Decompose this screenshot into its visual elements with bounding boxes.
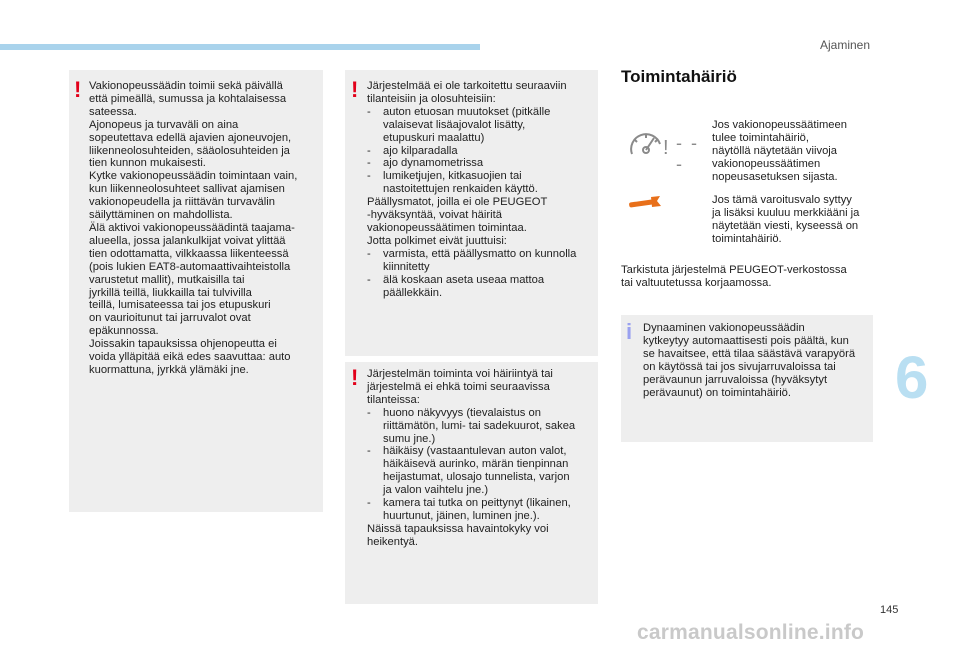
text-line: vakionopeussäätimen [712,157,821,170]
text-line: huurtunut, jäinen, luminen jne.). [383,509,540,522]
watermark: carmanualsonline.info [637,621,865,644]
chapter-number: 6 [895,344,929,411]
text-line: tien kunnon mukaisesti. [89,157,206,170]
warning-box-mid-top [345,70,598,356]
cruise-control-fault-icon [627,128,707,174]
text-line: voida ylläpitää eikä edes saavuttaa: auto [89,351,291,364]
warning-box-left [69,70,323,512]
text-line: on vaurioitunut tai jarruvalot ovat [89,312,251,325]
list-item: - ajo kilparadalla [367,145,597,158]
text-line: heikentyä. [367,535,418,548]
text-line: vakionopeudella ja riittävän turvavälin [89,196,275,209]
text-line: toimintahäiriö. [712,232,782,245]
list-item: - ajo dynamometrissa [367,157,597,170]
text-line: säilyttäminen on mahdollista. [89,209,233,222]
text-line: tulee toimintahäiriö, [712,131,810,144]
text-line: Kytke vakionopeussäädin toimintaan vain, [89,170,298,183]
text-line: Jos tämä varoitusvalo syttyy [712,194,852,206]
svg-text:!: ! [663,137,669,159]
text-line: häikäisevä aurinko, märän tienpinnan [383,458,569,471]
list-item: - älä koskaan aseta useaa mattoa [367,274,597,287]
malfunction-item-2-text [712,194,872,246]
text-line: epäkunnossa. [89,325,159,338]
text-line: Jos vakionopeussäätimeen [712,119,847,131]
text-line: etupuskuri maalattu) [383,131,485,144]
text-line: -hyväksyntää, voivat häiritä [367,209,502,222]
text-line: tilanteisiin ja olosuhteisiin: [367,92,496,105]
text-line: alueella, jossa jalankulkijat voivat ylittää [89,234,286,247]
text-line: jyrkillä teillä, liukkailla tai tulvivilla [89,286,252,299]
list-item: - auton etuosan muutokset (pitkälle [367,106,597,119]
text-line: Järjestelmän toiminta voi häiriintyä tai [367,368,553,380]
warning-text-mid-bottom [367,368,597,549]
warning-exclamation-icon: ! [351,77,359,102]
text-line: kuormattuna, jyrkkä ylämäki jne. [89,363,249,376]
warning-exclamation-icon: ! [74,77,82,102]
header-accent-bar [0,44,480,50]
list-item: - häikäisy (vastaantulevan auton valot, [367,445,597,458]
warning-text-left [89,80,321,377]
section-title: Ajaminen [820,38,871,52]
text-line: Järjestelmää ei ole tarkoitettu seuraaviin [367,80,567,92]
text-line: varustetut mallit), mutkaisilla tai [89,273,245,286]
dashes-placeholder: - - - [676,133,699,174]
wrench-icon [627,193,663,213]
text-line: ja lisäksi kuuluu merkkiääni ja [712,206,860,219]
text-line: Ajonopeus ja turvaväli on aina [89,118,239,131]
text-line: Älä aktivoi vakionopeussäädintä taajama- [89,221,295,234]
text-line: päällekkäin. [383,286,443,299]
text-line: liikenneolosuhteiden, sääolosuhteiden ja [89,144,290,157]
warning-exclamation-icon: ! [351,365,359,390]
info-text [643,322,871,399]
list-item: - varmista, että päällysmatto on kunnolla [367,248,597,261]
text-line: sumu jne.) [383,432,436,445]
list-item: - huono näkyvyys (tievalaistus on [367,407,597,420]
text-line: riittämätön, lumi- tai sadekuurot, sakea [383,419,576,432]
text-line: perävaunut) on toimintahäiriö. [643,386,792,399]
text-line: järjestelmä ei ehkä toimi seuraavissa [367,380,550,393]
text-line: nastoitettujen renkaiden käyttö. [383,183,538,196]
page-number: 145 [880,604,899,616]
info-box [621,315,873,442]
text-line: Näissä tapauksissa havaintokyky voi [367,522,549,535]
text-line: näytetään viesti, kyseessä on [712,219,859,232]
info-icon: i [626,319,633,344]
text-line: kun liikenneolosuhteet sallivat ajamisen [89,183,285,196]
malfunction-item-1-text [712,119,872,184]
text-line: Päällysmatot, joilla ei ole PEUGEOT [367,196,548,209]
text-line: Dynaaminen vakionopeussäädin [643,322,805,334]
text-line: Tarkistuta järjestelmä PEUGEOT-verkostossa [621,264,847,276]
text-line: Jotta polkimet eivät juuttuisi: [367,234,507,247]
text-line: Vakionopeussäädin toimii sekä päivällä [89,80,283,92]
check-service-text [621,264,881,290]
text-line: nopeusasetuksen sijasta. [712,170,838,183]
text-line: näytöllä näytetään viivoja [712,144,838,157]
text-line: teillä, lumisateessa tai jos etupuskuri [89,299,271,312]
malfunction-heading: Toimintahäiriö [621,67,737,86]
text-line: että pimeällä, sumussa ja kohtalaisessa [89,92,287,105]
text-line: heijastumat, ulosajo tunnelista, varjon [383,471,570,484]
text-line: on käytössä tai jos sivujarruvaloissa tai [643,360,836,373]
text-line: ja valon vaihtelu jne.) [383,484,489,497]
text-line: tilanteissa: [367,393,420,406]
text-line: perävaunun jarruvaloissa (hyväksytyt [643,373,828,386]
text-line: valaisevat lisäajovalot lisätty, [383,118,526,131]
list-item: - kamera tai tutka on peittynyt (likainen, [367,497,597,510]
text-line: sopeutettava edellä ajavien ajoneuvojen, [89,131,292,144]
text-line: tien odottamatta, vilkkaassa liikenteessä [89,247,289,260]
warning-box-mid-bottom [345,362,598,604]
text-line: vakionopeussäätimen toimintaa. [367,221,527,234]
text-line: kytkeytyy automaattisesti pois päältä, kun [643,334,849,347]
text-line: Joissakin tapauksissa ohjenopeutta ei [89,338,277,351]
text-line: (pois lukien EAT8-automaattivaihteistolla [89,260,291,273]
text-line: sateessa. [89,105,137,118]
text-line: se havaitsee, että tilaa säästävä varapyörä [643,347,856,360]
text-line: tai valtuutetussa korjaamossa. [621,276,772,289]
list-item: - lumiketjujen, kitkasuojien tai [367,170,597,183]
text-line: kiinnitetty [383,260,430,273]
warning-text-mid-top [367,80,597,299]
